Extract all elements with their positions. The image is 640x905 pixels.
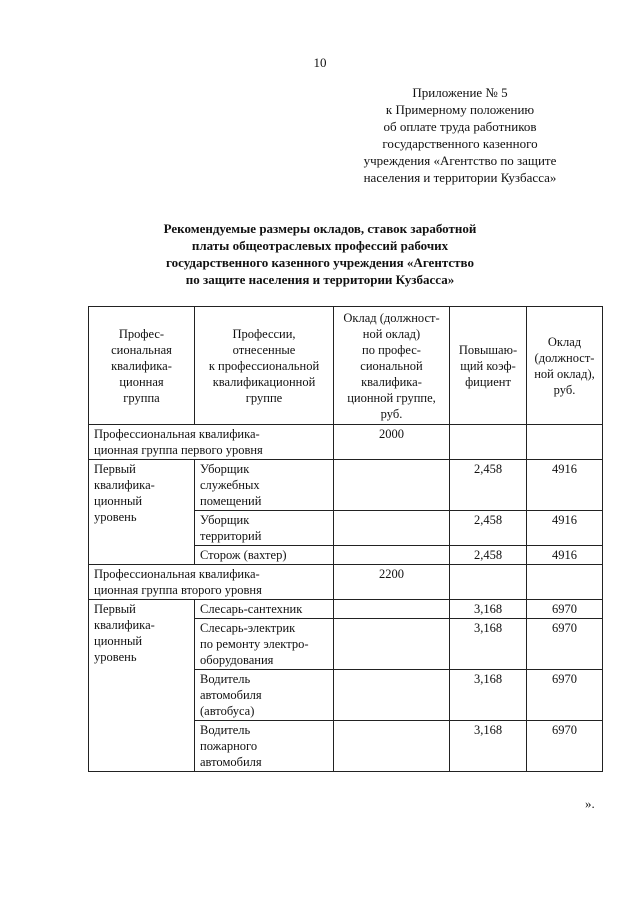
group-title: Профессиональная квалифика- ционная группа первого уровня [89, 425, 334, 460]
header-salary: Оклад (должност- ной оклад), руб. [527, 307, 603, 425]
coefficient-cell: 2,458 [450, 511, 527, 546]
coefficient-cell: 3,168 [450, 600, 527, 619]
empty-cell [334, 511, 450, 546]
header-coefficient: Повышаю- щий коэф- фициент [450, 307, 527, 425]
level-cell: Первый квалифика- ционный уровень [89, 600, 195, 772]
profession-cell: Уборщик территорий [195, 511, 334, 546]
appendix-line: Приложение № 5 [412, 85, 508, 100]
empty-cell [334, 460, 450, 511]
empty-cell [334, 619, 450, 670]
empty-cell [450, 425, 527, 460]
level-cell: Первый квалифика- ционный уровень [89, 460, 195, 565]
coefficient-cell: 3,168 [450, 721, 527, 772]
appendix-line: об оплате труда работников [383, 119, 537, 134]
empty-cell [450, 565, 527, 600]
profession-cell: Водитель пожарного автомобиля [195, 721, 334, 772]
coefficient-cell: 3,168 [450, 619, 527, 670]
table-row [89, 600, 603, 619]
salary-cell: 4916 [527, 546, 603, 565]
page-number: 10 [313, 55, 327, 70]
profession-cell: Сторож (вахтер) [195, 546, 334, 565]
empty-cell [334, 670, 450, 721]
title-line: государственного казенного учреждения «Агентство [166, 255, 474, 270]
salary-cell: 6970 [527, 619, 603, 670]
salary-cell: 4916 [527, 511, 603, 546]
empty-cell [527, 425, 603, 460]
title-line: Рекомендуемые размеры окладов, ставок заработной [163, 221, 477, 236]
salary-cell: 4916 [527, 460, 603, 511]
profession-cell: Уборщик служебных помещений [195, 460, 334, 511]
appendix-line: государственного казенного [382, 136, 538, 151]
closing-quote-mark: ». [585, 796, 595, 811]
table-row [89, 425, 603, 460]
base-salary-cell: 2200 [334, 565, 450, 600]
coefficient-cell: 2,458 [450, 460, 527, 511]
appendix-line: учреждения «Агентство по защите [363, 153, 557, 168]
empty-cell [334, 600, 450, 619]
table-row [89, 460, 603, 511]
salary-cell: 6970 [527, 670, 603, 721]
title-line: по защите населения и территории Кузбасса» [185, 272, 455, 287]
profession-cell: Слесарь-сантехник [195, 600, 334, 619]
table-row [89, 565, 603, 600]
appendix-reference [330, 84, 590, 186]
profession-cell: Слесарь-электрик по ремонту электро- оборудования [195, 619, 334, 670]
title-line: платы общеотраслевых профессий рабочих [191, 238, 449, 253]
salary-cell: 6970 [527, 600, 603, 619]
appendix-line: к Примерному положению [385, 102, 535, 117]
salary-table [88, 306, 603, 772]
coefficient-cell: 3,168 [450, 670, 527, 721]
header-base-salary: Оклад (должност- ной оклад) по профес- сиональной квалифика- ционной группе, руб. [334, 307, 450, 425]
appendix-line: населения и территории Кузбасса» [363, 170, 557, 185]
header-qualification-group: Профес- сиональная квалифика- ционная группа [89, 307, 195, 425]
table-header-row [89, 307, 603, 425]
empty-cell [334, 546, 450, 565]
document-title [120, 220, 520, 288]
base-salary-cell: 2000 [334, 425, 450, 460]
empty-cell [527, 565, 603, 600]
profession-cell: Водитель автомобиля (автобуса) [195, 670, 334, 721]
header-professions: Профессии, отнесенные к профессиональной квалификационной группе [195, 307, 334, 425]
salary-cell: 6970 [527, 721, 603, 772]
coefficient-cell: 2,458 [450, 546, 527, 565]
group-title: Профессиональная квалифика- ционная группа второго уровня [89, 565, 334, 600]
empty-cell [334, 721, 450, 772]
